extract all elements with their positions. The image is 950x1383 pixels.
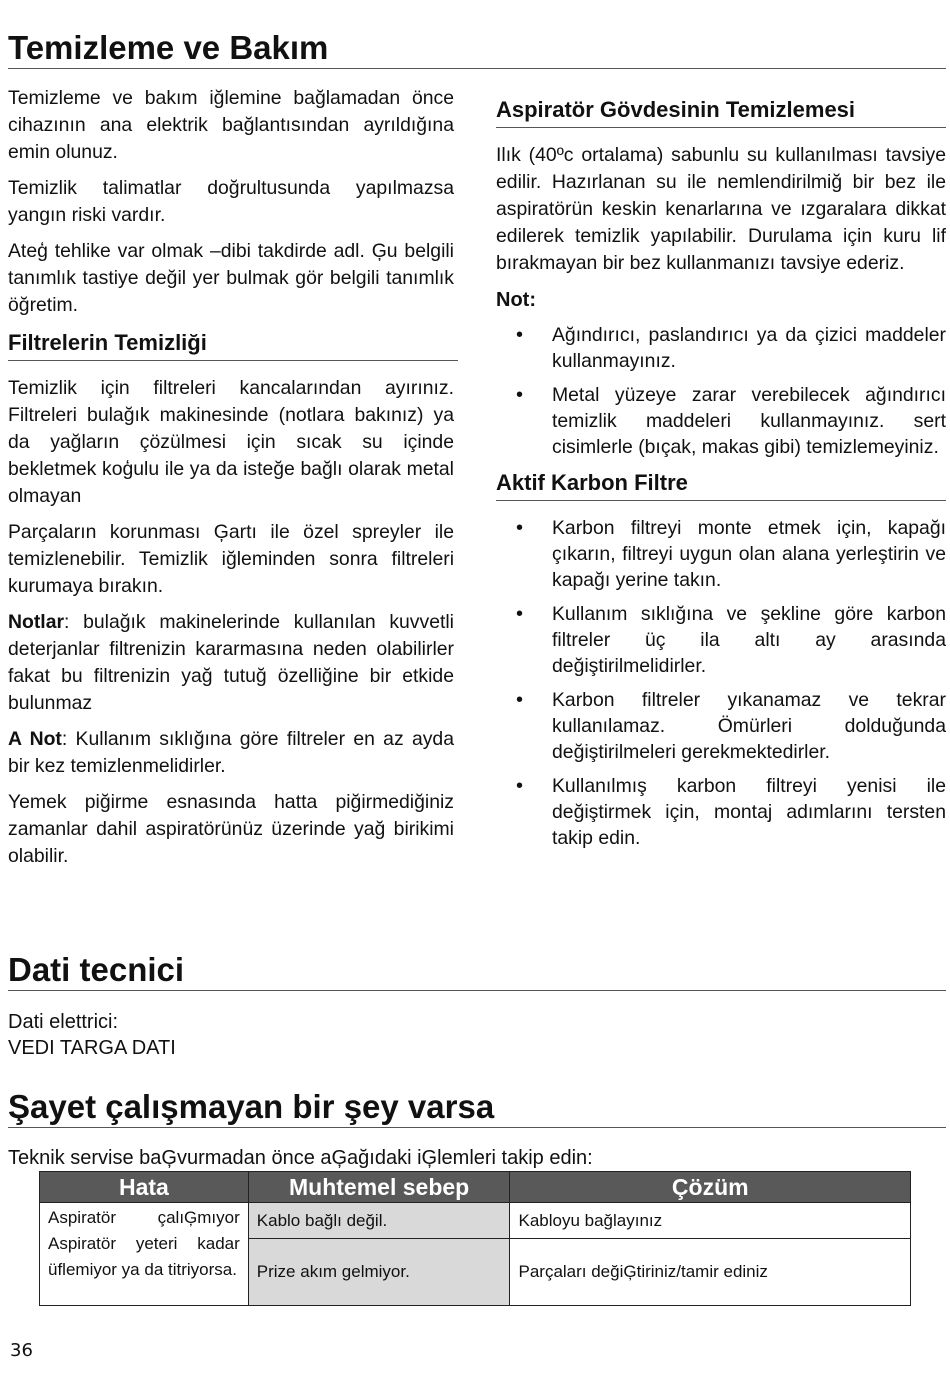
cause-cell: Kablo bağlı değil.: [248, 1203, 510, 1239]
troubleshooting-table: [39, 1171, 911, 1306]
intro-paragraph: Temizleme ve bakım iğlemine bağlamadan önce cihazının ana elektrik bağlantısından ayrıldığına emin olunuz.: [8, 87, 454, 163]
technical-data-line: Dati elettrici:: [8, 1011, 119, 1033]
cooking-paragraph: Yemek piğirme esnasında hatta piğirmediğiniz zamanlar dahil aspiratörünüz üzerinde yağ birikimi olabilir.: [8, 791, 454, 867]
body-cleaning-heading: Aspiratör Gövdesinin Temizlemesi: [496, 95, 946, 128]
carbon-filter-heading: Aktif Karbon Filtre: [496, 468, 946, 501]
column-header-fault: Hata: [40, 1172, 249, 1203]
column-header-cause: Muhtemel sebep: [248, 1172, 510, 1203]
filters-paragraph: Temizlik için filtreleri kancalarından ayırınız. Filtreleri bulağık makinesinde (notlara bakınız) ya da yağların çözülmesi için sıcak su içinde bekletmek koģulu ile ya da isteğe bağlı olarak metal olmayan: [8, 377, 454, 507]
list-item: • Kullanılmış karbon filtreyi yenisi ile değiştirmek için, montaj adımlarını tersten takip edin.: [516, 775, 946, 849]
left-column: [8, 85, 454, 879]
section-title-troubleshooting: Şayet çalışmayan bir şey varsa: [8, 1087, 946, 1128]
solution-cell: Kabloyu bağlayınız: [510, 1203, 911, 1239]
anot-paragraph: [8, 726, 454, 780]
note-list: [496, 322, 946, 460]
column-header-solution: Çözüm: [510, 1172, 911, 1203]
bullet-icon: •: [516, 384, 524, 406]
cause-cell: Prize akım gelmiyor.: [248, 1239, 510, 1306]
fault-cell: Aspiratör çalıĢmıyor Aspiratör yeteri kadar üflemiyor ya da titriyorsa.: [40, 1203, 249, 1306]
troubleshooting-intro: Teknik servise baĢvurmadan önce aĢağıdaki iĢlemleri takip edin:: [8, 1147, 593, 1169]
filters-paragraph: Parçaların korunması Ģartı ile özel spreyler ile temizlenebilir. Temizlik iğleminden sonra filtreleri kurumaya bırakın.: [8, 521, 454, 597]
filters-heading: Filtrelerin Temizliği: [8, 328, 458, 361]
notes-label: Notlar: [8, 611, 65, 633]
list-item: • Ağındırıcı, paslandırıcı ya da çizici maddeler kullanmayınız.: [516, 324, 946, 372]
table-row: [40, 1203, 911, 1239]
carbon-list: [496, 515, 946, 851]
list-item: • Karbon filtreyi monte etmek için, kapağı çıkarın, filtreyi uygun olan alana yerleştirin ve kapağı yerine takın.: [516, 517, 946, 591]
technical-data-line: VEDI TARGA DATI: [8, 1037, 176, 1059]
intro-paragraph: Ateģ tehlike var olmak –dibi takdirde adl. Ģu belgili tanımlık tastiye değil yer bulmak gör belgili tanımlık öğretim.: [8, 240, 454, 316]
section-title-cleaning: Temizleme ve Bakım: [8, 28, 946, 69]
bullet-icon: •: [516, 689, 524, 711]
anot-label: A Not: [8, 728, 62, 750]
bullet-icon: •: [516, 324, 524, 346]
bullet-icon: •: [516, 517, 524, 539]
notes-text: : bulağık makinelerinde kullanılan kuvvetli deterjanlar filtrenizin kararmasına neden olabilirler fakat bu filtrenizin yağ tutuğ özelliğine bir etkide bulunmaz: [8, 611, 454, 714]
intro-paragraph: Temizlik talimatlar doğrultusunda yapılmazsa yangın riski vardır.: [8, 177, 454, 226]
list-item: • Kullanım sıklığına ve şekline göre karbon filtreler üç ila altı ay arasında değiştirilmelidirler.: [516, 603, 946, 677]
list-item: • Karbon filtreler yıkanamaz ve tekrar kullanılamaz. Ömürleri dolduğunda değiştirilmeleri gerekmektedirler.: [516, 689, 946, 763]
section-title-technical-data: Dati tecnici: [8, 950, 946, 991]
list-item: • Metal yüzeye zarar verebilecek ağındırıcı temizlik maddeleri kullanmayınız. sert cisimlerle (bıçak, makas gibi) temizlemeyiniz.: [516, 384, 946, 458]
anot-text: : Kullanım sıklığına göre filtreler en az ayda bir kez temizlenmelidirler.: [8, 728, 454, 777]
bullet-icon: •: [516, 775, 524, 797]
solution-cell: Parçaları değiĢtiriniz/tamir ediniz: [510, 1239, 911, 1306]
notes-paragraph: [8, 609, 454, 717]
note-heading: Not:: [496, 289, 536, 311]
table-header-row: [40, 1172, 911, 1203]
right-column: [496, 95, 946, 859]
page-number: 36: [10, 1340, 33, 1361]
body-cleaning-paragraph: Ilık (40ºc ortalama) sabunlu su kullanılması tavsiye edilir. Hazırlanan su ile nemlendirilmiğ bir bez ile aspiratörün keskin kenarlarına ve ızgaralara dikkat edilerek temizlik yapılabilir. Durulama için kuru lif bırakmayan bir bez kullanmanızı tavsiye ederiz.: [496, 144, 946, 274]
bullet-icon: •: [516, 603, 524, 625]
